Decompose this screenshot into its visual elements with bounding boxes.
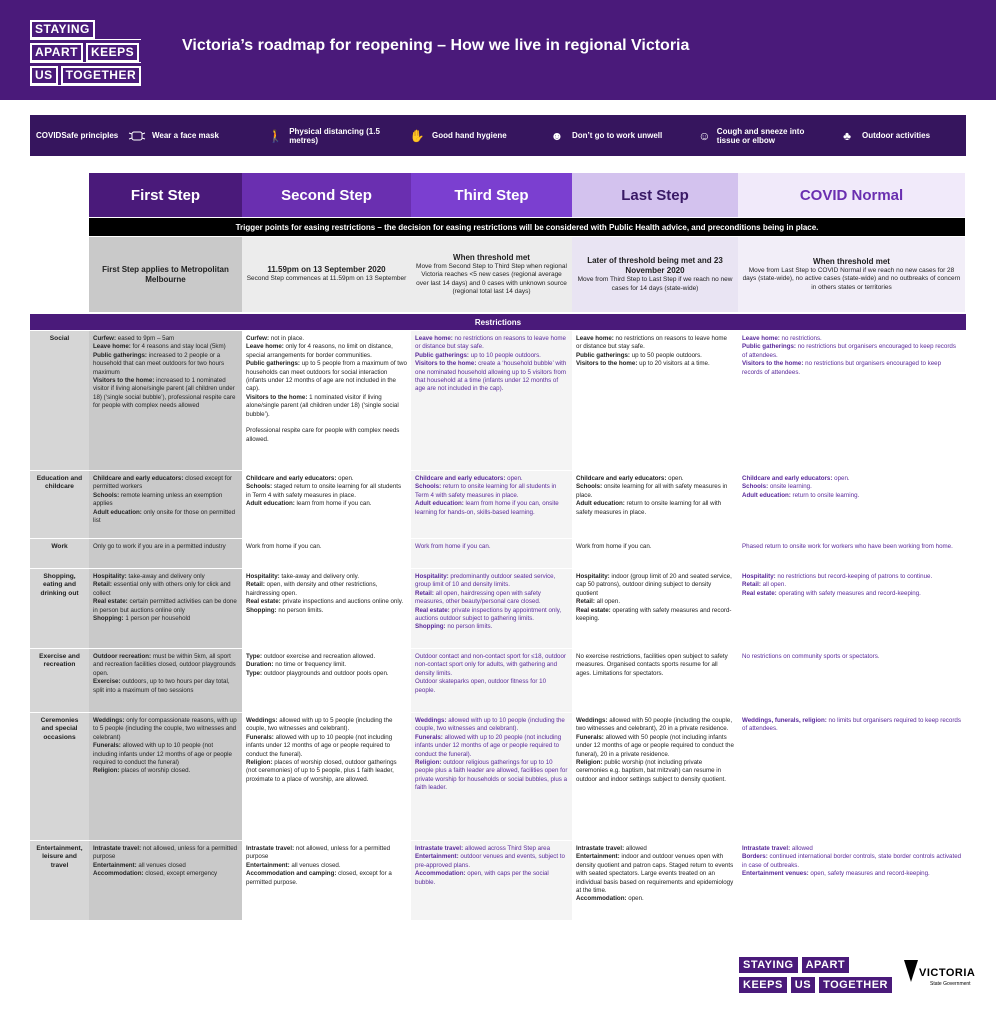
principle-label: Don’t go to work unwell: [572, 131, 663, 140]
cell-line: Retail: all open.: [742, 581, 787, 589]
cell-line: Schools: staged return to onsite learning for all students in Term 4 with safety measures in place.: [246, 483, 402, 499]
cell-line: Entertainment: all venues closed: [93, 861, 186, 869]
table-cell: [242, 841, 411, 920]
table-cell: [89, 713, 242, 840]
principle-label: Outdoor activities: [862, 131, 931, 140]
cell-line: Adult education: return to onsite learning.: [742, 491, 860, 499]
cell-line: Public gatherings: increased to 2 people or a household that can meet outdoors for two hours maximum: [93, 351, 225, 376]
cell-line: Entertainment venues: open, safety measures and record-keeping.: [742, 870, 930, 878]
cell-line: Visitors to the home: no restrictions but organisers encouraged to keep records of attendees.: [742, 360, 942, 376]
footer-staying-apart-logo: [739, 957, 892, 997]
table-cell: [89, 841, 242, 920]
table-cell: [411, 471, 572, 538]
timing-cell: [89, 237, 242, 312]
cell-line: Work from home if you can.: [415, 543, 491, 550]
logo-word: KEEPS: [86, 43, 139, 62]
step-second: Second Step: [242, 173, 411, 217]
cell-line: Accommodation and camping: closed, except for a permitted purpose.: [246, 870, 392, 886]
row-category: Work: [30, 539, 89, 568]
cell-line: Hospitality: indoor (group limit of 20 and seated service, cap 50 patrons), outdoor dining subject to density quotient: [576, 573, 732, 597]
principle-label: Cough and sneeze into tissue or elbow: [716, 126, 805, 145]
table-cell: [738, 471, 966, 538]
page-title: Victoria’s roadmap for reopening – How we live in regional Victoria: [182, 37, 690, 54]
cell-line: Work from home if you can.: [246, 543, 322, 550]
cell-line: Funerals: allowed with up to 10 people (not including infants under 12 months of age or people required to conduct the funeral).: [246, 733, 393, 758]
table-row: [30, 569, 966, 649]
table-row: [30, 841, 966, 921]
state-government-label: State Government: [930, 981, 971, 987]
table-cell: [89, 649, 242, 712]
table-cell: [242, 331, 411, 470]
table-cell: [242, 539, 411, 568]
people-distance-icon: 🚶: [268, 128, 284, 143]
cell-line: Weddings: only for compassionate reasons, with up to 5 people (including the couple, two witnesses and celebrant): [93, 717, 237, 741]
cell-line: Religion: outdoor religious gatherings for up to 10 people plus a faith leader are allowed, facilities open for private worship for households or social bubbles, plus a faith leader.: [415, 759, 568, 792]
hand-wash-icon: ✋: [409, 128, 425, 143]
table-cell: [572, 649, 738, 712]
row-category: Social: [30, 331, 89, 470]
timing-title: First Step applies to Metropolitan Melbourne: [102, 264, 229, 284]
cell-line: Entertainment: all venues closed.: [246, 861, 341, 869]
cell-line: Leave home: no restrictions.: [742, 335, 822, 342]
principle-item: [400, 129, 540, 143]
cell-line: Visitors to the home: up to 20 visitors at a time.: [576, 360, 710, 368]
cell-line: Funerals: allowed with up to 20 people (not including infants under 12 months of age or people required to conduct the funeral).: [415, 733, 562, 758]
table-row: [30, 331, 966, 471]
table-row: [30, 649, 966, 713]
cell-line: Visitors to the home: create a ‘household bubble’ with one nominated household allowing up to 5 visitors from that household at a time (infants under 12 months of age are not included in the cap).: [415, 360, 567, 393]
logo-word: STAYING: [739, 957, 798, 973]
logo-word: STAYING: [30, 20, 95, 39]
cell-line: Public gatherings: up to 5 people from a maximum of two households can meet outdoors for social interaction (infants under 12 months of age are not included in the cap).: [246, 360, 407, 393]
cell-line: Leave home: for 4 reasons and stay local (5km): [93, 343, 226, 351]
timing-cell: [411, 237, 572, 312]
cell-line: Schools: onsite learning for all with safety measures in place.: [576, 483, 728, 499]
staying-apart-logo: [30, 20, 141, 89]
cell-line: Outdoor recreation: must be within 5km, all sport and recreation facilities closed, outdoor playgrounds open.: [93, 653, 236, 677]
cell-line: Visitors to the home: increased to 1 nominated visitor if living alone/single parent (all children under 18) (‘single social bubble’), professional respite care for people with complex needs allowed: [93, 377, 236, 410]
cell-line: Funerals: allowed with 50 people (not including infants under 12 months of age or people required to conduct the funeral), 20 in a private residence.: [576, 733, 734, 758]
cell-line: Schools: return to onsite learning for all students in Term 4 with safety measures in place.: [415, 483, 557, 499]
sick-person-icon: ☻: [550, 128, 564, 143]
cell-line: Type: outdoor exercise and recreation allowed.: [246, 653, 376, 660]
trigger-banner: Trigger points for easing restrictions – the decision for easing restrictions will be considered with Public Health advice, and preconditions being in place.: [89, 218, 965, 236]
timing-title: Later of threshold being met and 23 November 2020: [587, 256, 723, 275]
table-cell: [738, 331, 966, 470]
table-row: [30, 713, 966, 841]
cell-line: Curfew: not in place.: [246, 335, 305, 342]
restrictions-table: [30, 331, 966, 921]
restrictions-bar: Restrictions: [30, 314, 966, 330]
cell-line: Phased return to onsite work for workers who have been working from home.: [742, 543, 953, 550]
cell-line: Adult education: learn from home if you can.: [246, 500, 372, 508]
row-category: Ceremonies and special occasions: [30, 713, 89, 840]
cell-line: Shopping: no person limits.: [415, 623, 493, 631]
cell-line: Outdoor skateparks open, outdoor fitness for 10 people.: [415, 678, 547, 694]
cell-line: Visitors to the home: 1 nominated visitor if living alone/single parent (all children under 18) (‘single social bubble’).: [246, 393, 399, 418]
cell-line: Only go to work if you are in a permitted industry: [93, 543, 226, 550]
step-last: Last Step: [572, 173, 738, 217]
cell-line: Hospitality: take-away and delivery only.: [246, 573, 360, 580]
cell-line: Religion: places of worship closed, outdoor gatherings (not ceremonies) of up to 5 people, plus 1 faith leader, proximate to a place of worship, are allowed.: [246, 759, 397, 783]
principles-label: COVIDSafe principles: [36, 131, 119, 140]
cell-line: No restrictions on community sports or spectators.: [742, 653, 880, 660]
table-cell: [242, 713, 411, 840]
timing-row: [89, 237, 965, 312]
table-cell: [572, 569, 738, 648]
table-cell: [89, 331, 242, 470]
cell-line: Accommodation: open.: [576, 895, 644, 903]
cell-line: Accommodation: open, with caps per the social bubble.: [415, 870, 549, 886]
table-cell: [242, 569, 411, 648]
cell-line: Real estate: certain permitted activities can be done in person but auctions online only: [93, 598, 237, 614]
covidsafe-principles-bar: [30, 115, 966, 156]
table-cell: [411, 713, 572, 840]
table-cell: [89, 471, 242, 538]
row-category: Shopping, eating and drinking out: [30, 569, 89, 648]
logo-word: TOGETHER: [819, 977, 892, 993]
cell-line: Weddings: allowed with up to 5 people (including the couple, two witnesses and celebrant).: [246, 717, 393, 733]
cell-line: Religion: public worship (not including private ceremonies e.g. baptism, bat mitzvah) can resume in outdoor and indoor settings subject to density quotient.: [576, 759, 726, 783]
table-row: [30, 471, 966, 539]
table-cell: [89, 539, 242, 568]
timing-cell: [242, 237, 411, 312]
table-row: [30, 539, 966, 569]
timing-cell: [572, 237, 738, 312]
table-cell: [411, 649, 572, 712]
cell-line: Childcare and early educators: open.: [415, 475, 523, 482]
table-cell: [738, 539, 966, 568]
cell-line: Entertainment: indoor and outdoor venues open with density quotient and patron caps. Staged return to events with seated spectators. Large events treated on an individual basis based on requirements and epidemiology at the time.: [576, 853, 734, 895]
cell-line: Weddings: allowed with 50 people (including the couple, two witnesses and celebrant), 20 in a private residence.: [576, 717, 733, 733]
table-cell: [411, 569, 572, 648]
timing-text: Move from Third Step to Last Step if we reach no new cases for 14 days (state-wide): [577, 276, 733, 292]
cell-line: No exercise restrictions, facilities open subject to safety measures. Organised contacts sports resume for all ages. Limitations for spectators.: [576, 653, 728, 677]
cell-line: [246, 419, 407, 427]
cell-line: Type: outdoor playgrounds and outdoor pools open.: [246, 669, 389, 677]
timing-cell: [738, 237, 965, 312]
step-third: Third Step: [411, 173, 572, 217]
cell-line: Weddings: allowed with up to 10 people (including the couple, two witnesses and celebrant).: [415, 717, 565, 733]
principle-item: [120, 129, 260, 143]
cell-line: Public gatherings: no restrictions but organisers encouraged to keep records of attendees.: [742, 343, 956, 359]
cell-line: Real estate: private inspections and auctions online only.: [246, 598, 404, 606]
cell-line: Retail: all open.: [576, 598, 621, 606]
cell-line: Curfew: eased to 9pm – 5am: [93, 335, 175, 342]
table-cell: [738, 713, 966, 840]
table-cell: [411, 539, 572, 568]
timing-title: When threshold met: [453, 252, 530, 262]
table-cell: [572, 539, 738, 568]
principle-label: Wear a face mask: [152, 131, 220, 140]
table-cell: [411, 841, 572, 920]
cell-line: Retail: essential only with others only for click and collect: [93, 581, 231, 597]
cell-line: Work from home if you can.: [576, 543, 652, 550]
logo-word: APART: [30, 43, 83, 62]
face-mask-icon: [128, 129, 146, 143]
cell-line: Childcare and early educators: closed except for permitted workers: [93, 475, 232, 491]
principle-item: [260, 127, 400, 145]
cell-line: Outdoor contact and non-contact sport for ≤18, outdoor non-contact sport only for adults, with gathering and density limits.: [415, 653, 566, 677]
row-category: Entertainment, leisure and travel: [30, 841, 89, 920]
table-cell: [572, 841, 738, 920]
row-category: Education and childcare: [30, 471, 89, 538]
principle-item: [830, 129, 960, 143]
cell-line: Shopping: no person limits.: [246, 606, 324, 614]
cell-line: Adult education: learn from home if you can, onsite learning for hands-on, skills-based learning.: [415, 500, 559, 516]
cell-line: Intrastate travel: not allowed, unless for a permitted purpose: [93, 845, 238, 861]
cell-line: Intrastate travel: allowed: [742, 845, 813, 852]
cell-line: Childcare and early educators: open.: [576, 475, 684, 482]
cell-line: Intrastate travel: allowed: [576, 845, 647, 852]
sneeze-icon: ☺: [698, 128, 711, 143]
step-first: First Step: [89, 173, 242, 217]
principle-label: Physical distancing (1.5 metres): [289, 126, 380, 145]
table-cell: [572, 331, 738, 470]
cell-line: Duration: no time or frequency limit.: [246, 661, 347, 669]
logo-word: US: [791, 977, 815, 993]
timing-text: Move from Second Step to Third Step when regional Victoria reaches <5 new cases (regional average over last 14 days) and 0 cases with unknown source (regional total last 14 days): [416, 262, 567, 295]
timing-text: Move from Last Step to COVID Normal if we reach no new cases for 28 days (state-wide), no active cases (state-wide) and no outbreaks of concern in others states or territories: [742, 266, 961, 291]
page-header: [0, 0, 996, 100]
cell-line: Borders: continued international border controls, state border controls activated in case of outbreaks.: [742, 853, 962, 869]
row-category: Exercise and recreation: [30, 649, 89, 712]
cell-line: Weddings, funerals, religion: no limits but organisers required to keep records of attendees.: [742, 717, 961, 733]
cell-line: Leave home: only for 4 reasons, no limit on distance, special arrangements for border communities.: [246, 343, 393, 359]
timing-text: Second Step commences at 11.59pm on 13 September: [246, 275, 407, 283]
cell-line: Real estate: operating with safety measures and record-keeping.: [742, 589, 921, 597]
cell-line: Childcare and early educators: open.: [742, 475, 850, 482]
cell-line: Childcare and early educators: open.: [246, 475, 354, 482]
cell-line: Real estate: private inspections by appointment only, auctions outdoor subject to gathering limits.: [415, 606, 562, 623]
cell-line: Public gatherings: up to 50 people outdoors.: [576, 351, 702, 359]
table-cell: [738, 841, 966, 920]
cell-line: Hospitality: no restrictions but record-keeping of patrons to continue.: [742, 573, 933, 580]
cell-line: Schools: onsite learning.: [742, 483, 812, 491]
victoria-wordmark: VICTORIA: [919, 967, 976, 979]
cell-line: Religion: places of worship closed.: [93, 767, 191, 775]
cell-line: Shopping: 1 person per household: [93, 615, 191, 623]
cell-line: Public gatherings: up to 10 people outdoors.: [415, 351, 541, 359]
cell-line: Retail: all open, hairdressing open with safety measures, other beauty/personal care closed.: [415, 589, 541, 606]
table-cell: [411, 331, 572, 470]
cell-line: Intrastate travel: not allowed, unless for a permitted purpose: [246, 845, 391, 861]
cell-line: Retail: open, with density and other restrictions, hairdressing open.: [246, 581, 378, 597]
principle-item: [690, 127, 830, 145]
tree-icon: ♣: [843, 128, 851, 143]
cell-line: Hospitality: take-away and delivery only: [93, 573, 205, 580]
logo-word: US: [30, 66, 58, 85]
step-header-row: [89, 173, 965, 217]
table-cell: [572, 471, 738, 538]
table-cell: [572, 713, 738, 840]
cell-line: Exercise: outdoors, up to two hours per day total, split into a maximum of two sessions: [93, 678, 230, 694]
cell-line: Schools: remote learning unless an exemption applies: [93, 491, 223, 508]
cell-line: Accommodation: closed, except emergency: [93, 870, 218, 878]
logo-word: APART: [802, 957, 850, 973]
cell-line: Adult education: return to onsite learning for all with safety measures in place.: [576, 500, 722, 516]
cell-line: Real estate: operating with safety measures and record-keeping.: [576, 606, 732, 623]
cell-line: Adult education: only onsite for those on permitted list: [93, 508, 236, 525]
timing-title: When threshold met: [813, 256, 890, 266]
cell-line: Intrastate travel: allowed across Third Step area: [415, 845, 551, 852]
principle-label: Good hand hygiene: [432, 131, 507, 140]
table-cell: [738, 569, 966, 648]
cell-line: Funerals: allowed with up to 10 people (not including infants under 12 months of age or people required to conduct the funeral): [93, 742, 232, 767]
timing-title: 11.59pm on 13 September 2020: [267, 265, 386, 275]
principle-item: [540, 129, 690, 143]
logo-word: TOGETHER: [61, 66, 141, 85]
cell-line: Hospitality: predominantly outdoor seated service, group limit of 10 and density limits.: [415, 573, 556, 589]
cell-line: Leave home: no restrictions on reasons to leave home or distance but stay safe.: [576, 335, 727, 351]
logo-word: KEEPS: [739, 977, 787, 993]
cell-line: Leave home: no restrictions on reasons to leave home or distance but stay safe.: [415, 335, 566, 351]
table-cell: [89, 569, 242, 648]
table-cell: [242, 649, 411, 712]
step-covid-normal: COVID Normal: [738, 173, 965, 217]
table-cell: [738, 649, 966, 712]
cell-line: Professional respite care for people with complex needs allowed.: [246, 427, 400, 443]
table-cell: [242, 471, 411, 538]
cell-line: Entertainment: outdoor venues and events, subject to pre-approved plans.: [415, 853, 565, 869]
